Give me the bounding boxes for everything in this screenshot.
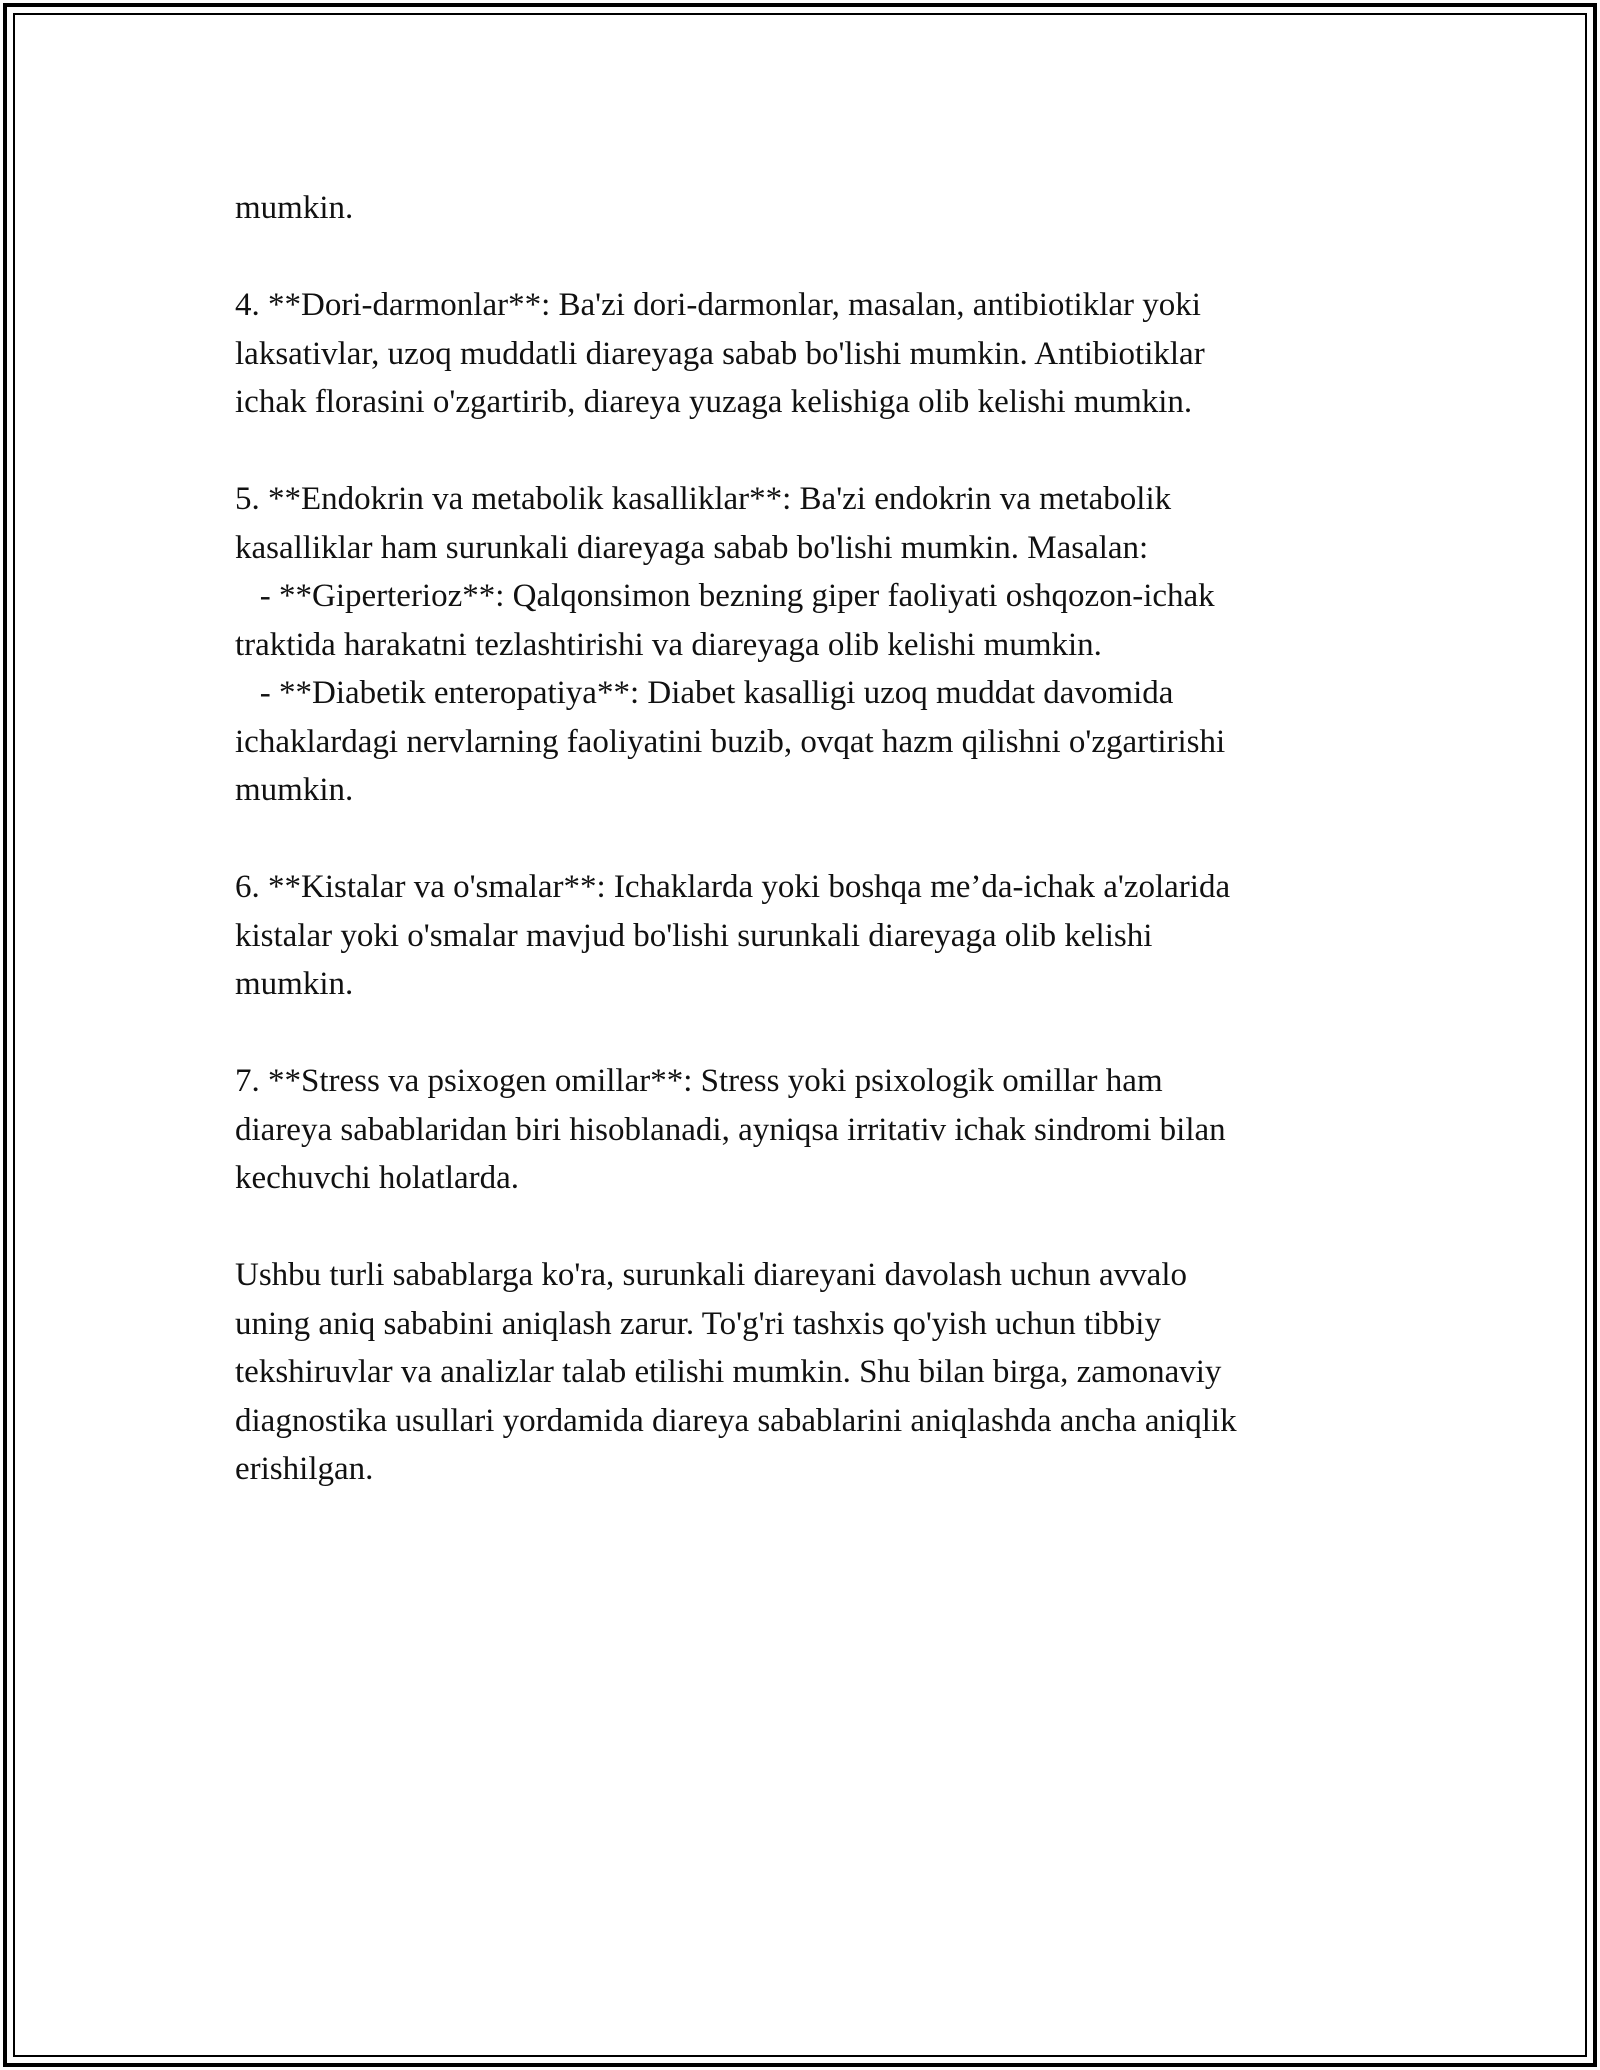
text-line: kechuvchi holatlarda. [235, 1160, 520, 1196]
paragraph-continuation [235, 184, 1365, 233]
text-line: ichaklardagi nervlarning faoliyatini buzib, ovqat hazm qilishni o'zgartirishi [235, 723, 1226, 760]
text-line: kasalliklar ham surunkali diareyaga sabab bo'lishi mumkin. Masalan: [235, 529, 1149, 566]
sub-item-line: - **Diabetik enteropatiya**: Diabet kasalligi uzoq muddat davomida [235, 675, 1174, 711]
text-line: kistalar yoki o'smalar mavjud bo'lishi surunkali diareyaga olib kelishi [235, 917, 1153, 954]
text-line: mumkin. [235, 966, 354, 1002]
text-line: laksativlar, uzoq muddatli diareyaga sabab bo'lishi mumkin. Antibiotiklar [235, 335, 1205, 372]
text-line: uning aniq sababini aniqlash zarur. To'g'ri tashxis qo'yish uchun tibbiy [235, 1305, 1161, 1342]
text-line: mumkin. [235, 190, 354, 226]
paragraph-item-5 [235, 475, 1365, 815]
text-line: diagnostika usullari yordamida diareya sabablarini aniqlashda ancha aniqlik [235, 1402, 1237, 1439]
text-line: mumkin. [235, 772, 354, 808]
text-line: diareya sabablaridan biri hisoblanadi, ayniqsa irritativ ichak sindromi bilan [235, 1111, 1226, 1148]
text-line: 7. **Stress va psixogen omillar**: Stress yoki psixologik omillar ham [235, 1063, 1163, 1099]
text-line: traktida harakatni tezlashtirishi va diareyaga olib kelishi mumkin. [235, 626, 1102, 663]
text-line: tekshiruvlar va analizlar talab etilishi mumkin. Shu bilan birga, zamonaviy [235, 1354, 1222, 1390]
text-line: 5. **Endokrin va metabolik kasalliklar**: Ba'zi endokrin va metabolik [235, 481, 1172, 517]
sub-item-line: - **Giperterioz**: Qalqonsimon bezning giper faoliyati oshqozon-ichak [235, 578, 1215, 614]
text-line: 6. **Kistalar va o'smalar**: Ichaklarda yoki boshqa me’da-ichak a'zolarida [235, 869, 1231, 905]
paragraph-item-7 [235, 1057, 1365, 1203]
paragraph-item-4 [235, 281, 1365, 427]
document-body [235, 184, 1365, 1542]
text-line: erishilgan. [235, 1451, 374, 1487]
text-line: ichak florasini o'zgartirib, diareya yuzaga kelishiga olib kelishi mumkin. [235, 384, 1193, 420]
paragraph-conclusion [235, 1251, 1365, 1494]
text-line: 4. **Dori-darmonlar**: Ba'zi dori-darmonlar, masalan, antibiotiklar yoki [235, 287, 1201, 323]
paragraph-item-6 [235, 863, 1365, 1009]
text-line: Ushbu turli sabablarga ko'ra, surunkali diareyani davolash uchun avvalo [235, 1257, 1187, 1293]
